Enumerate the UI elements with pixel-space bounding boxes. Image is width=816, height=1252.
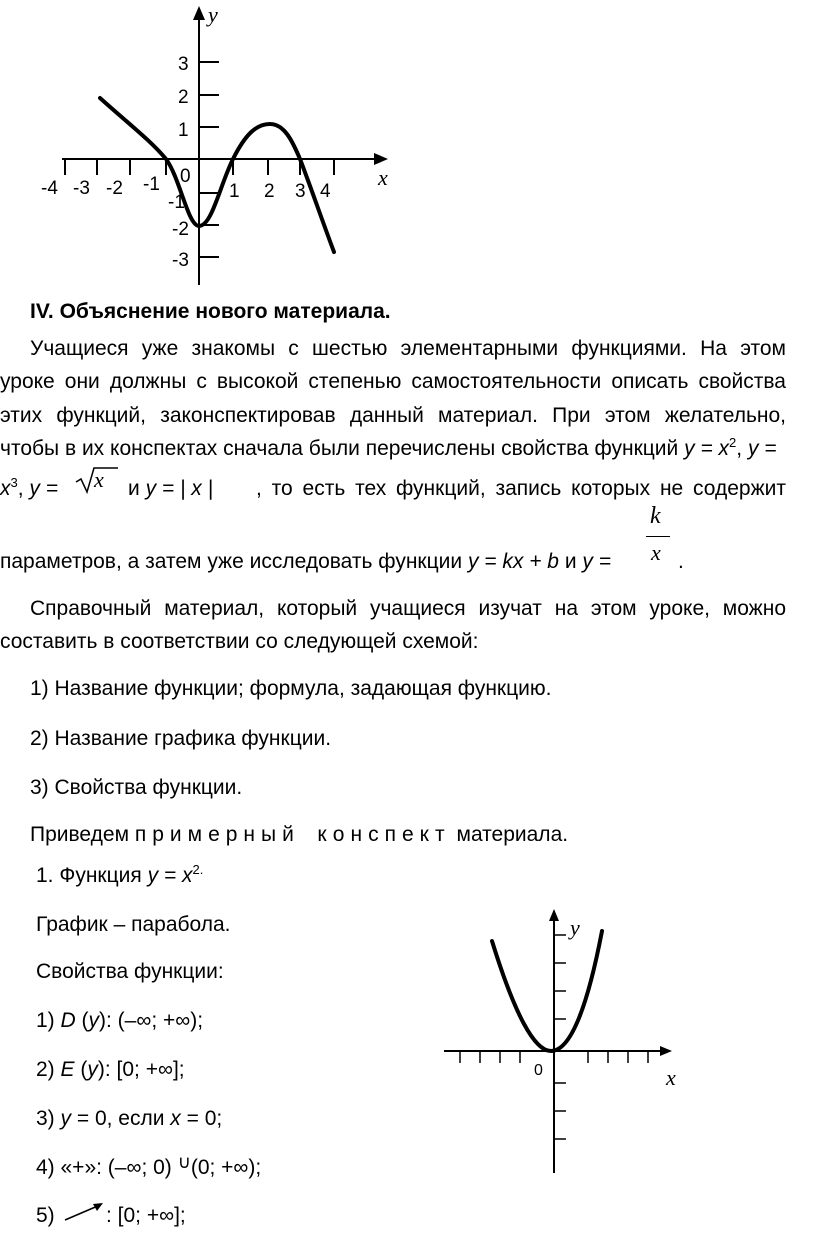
- x-tick-label: -2: [106, 178, 123, 199]
- x-axis-arrow: [660, 1046, 672, 1056]
- fraction-bar: [646, 536, 670, 537]
- x-tick-label: 2: [264, 181, 275, 202]
- paragraph1-line3: этих функций, законспектировав данный материал. При этом желательно,: [0, 404, 786, 427]
- graph-cubic-like-function: [0, 0, 816, 290]
- y-axis-label: y: [570, 915, 580, 940]
- fraction-numerator: k: [650, 503, 661, 529]
- text-run: 4) «+»: (–∞; 0): [36, 1156, 172, 1179]
- text-run: материала.: [450, 823, 569, 846]
- property-increasing-interval: : [0; +∞];: [106, 1204, 186, 1227]
- x-axis-label: x: [378, 165, 388, 190]
- y-axis-label: y: [208, 2, 218, 27]
- origin-label: 0: [534, 1062, 543, 1079]
- text-run: 5): [36, 1204, 55, 1227]
- paragraph1-line5-and: [128, 471, 213, 506]
- exponent: 3: [10, 475, 18, 490]
- property-domain: [36, 1003, 203, 1038]
- spaced-word: конспект: [317, 823, 451, 846]
- spaced-word: примерный: [134, 823, 300, 846]
- symbol-y: y: [88, 1009, 100, 1032]
- exponent: 2.: [192, 862, 204, 877]
- y-tick-label: 3: [178, 54, 189, 75]
- origin-label: 0: [180, 166, 191, 187]
- y-tick-label: 1: [178, 120, 189, 141]
- graph-name: График – парабола.: [36, 913, 231, 936]
- y-tick-label: -1: [168, 192, 185, 213]
- y-ticks: [554, 935, 566, 1139]
- symbol-y: y: [87, 1058, 98, 1081]
- text-run: Приведем: [30, 823, 135, 846]
- paragraph2-line1: Справочный материал, который учащиеся изучат на этом уроке, можно: [30, 597, 786, 620]
- text-run: 1): [36, 1009, 61, 1032]
- formula-x3: x: [0, 477, 11, 500]
- property-increasing: [36, 1198, 55, 1233]
- text-run: 3): [36, 1107, 61, 1130]
- text-run: чтобы в их конспектах сначала были перечислены свойства функций: [0, 437, 685, 460]
- function-curve: [100, 98, 334, 252]
- formula-y-eq: y =: [747, 437, 777, 460]
- paragraph2-line2: составить в соответствии со следующей схемой:: [0, 630, 479, 653]
- parabola-curve: [492, 931, 602, 1051]
- formula-y-eq: y =: [582, 550, 611, 573]
- text-run: (: [75, 1009, 89, 1032]
- props-title: Свойства функции:: [36, 960, 224, 983]
- formula-abs-x: y = | x |: [145, 477, 214, 500]
- text-run: = 0, если: [71, 1107, 171, 1130]
- sqrt-radicand: x: [94, 467, 104, 492]
- x-tick-label: 1: [229, 181, 240, 202]
- fraction-denominator: x: [651, 540, 661, 565]
- y-tick-label: -3: [172, 250, 189, 271]
- graph-parabola: [430, 905, 690, 1175]
- formula-linear: y = kx + b: [467, 550, 559, 573]
- property-zero: [36, 1101, 222, 1136]
- x-tick-label: 3: [295, 181, 306, 202]
- paragraph1-line4: [0, 431, 800, 466]
- paragraph1-line5-end: , то есть тех функций, запись которых не содержит: [256, 477, 786, 500]
- text-run: ): [0; +∞];: [97, 1058, 185, 1081]
- text-run: 2): [36, 1058, 61, 1081]
- text-run: ,: [736, 437, 748, 460]
- paragraph1-line5-start: [0, 471, 58, 506]
- section-heading: IV. Объяснение нового материала.: [30, 300, 391, 323]
- text-run: ): (–∞; +∞);: [99, 1009, 204, 1032]
- text-run: (0; +∞);: [190, 1156, 262, 1179]
- function1-title: [36, 858, 203, 893]
- scheme-item: 2) Название графика функции.: [30, 727, 332, 750]
- text-run: параметров, а затем уже исследовать функции: [0, 550, 468, 573]
- symbol-E: E: [60, 1058, 75, 1081]
- y-tick-label: -2: [172, 219, 189, 240]
- text-run: 1. Функция: [36, 864, 148, 887]
- period: .: [678, 550, 684, 573]
- text-run: и: [558, 550, 583, 573]
- summary-line: [30, 817, 568, 852]
- x-tick-label: 4: [320, 181, 331, 202]
- exponent: 2: [729, 435, 737, 450]
- text-run: (: [74, 1058, 88, 1081]
- y-tick-label: 2: [178, 87, 189, 108]
- paragraph1-line2: уроке они должны с высокой степенью самостоятельности описать свойства: [0, 370, 786, 393]
- x-tick-label: -1: [143, 174, 160, 195]
- text-run: и: [128, 477, 146, 500]
- property-range: [36, 1052, 185, 1087]
- y-axis-arrow: [549, 909, 559, 921]
- symbol-y: y: [60, 1107, 72, 1130]
- y-axis-arrow: [193, 6, 205, 20]
- scheme-item: 3) Свойства функции.: [30, 776, 243, 799]
- paragraph1-line1: Учащиеся уже знакомы с шестью элементарными функциями. На этом: [30, 337, 786, 360]
- x-axis-arrow: [374, 153, 388, 165]
- text-run: ,: [17, 477, 30, 500]
- x-axis-label: x: [666, 1065, 676, 1090]
- symbol-x: x: [170, 1107, 181, 1130]
- scheme-item: 1) Название функции; формула, задающая функцию.: [30, 677, 552, 700]
- property-positive: [36, 1150, 261, 1186]
- formula-y-x2: y = x: [147, 864, 193, 887]
- formula-y-eq: y =: [29, 477, 59, 500]
- text-run: = 0;: [180, 1107, 223, 1130]
- formula-y-x2: y = x: [684, 437, 730, 460]
- increasing-arrow-icon: [62, 1198, 106, 1226]
- union-symbol: ∪: [177, 1152, 191, 1172]
- x-tick-label: -3: [73, 178, 90, 199]
- x-tick-label: -4: [41, 178, 58, 199]
- symbol-D: D: [60, 1009, 76, 1032]
- paragraph1-line6: [0, 544, 611, 579]
